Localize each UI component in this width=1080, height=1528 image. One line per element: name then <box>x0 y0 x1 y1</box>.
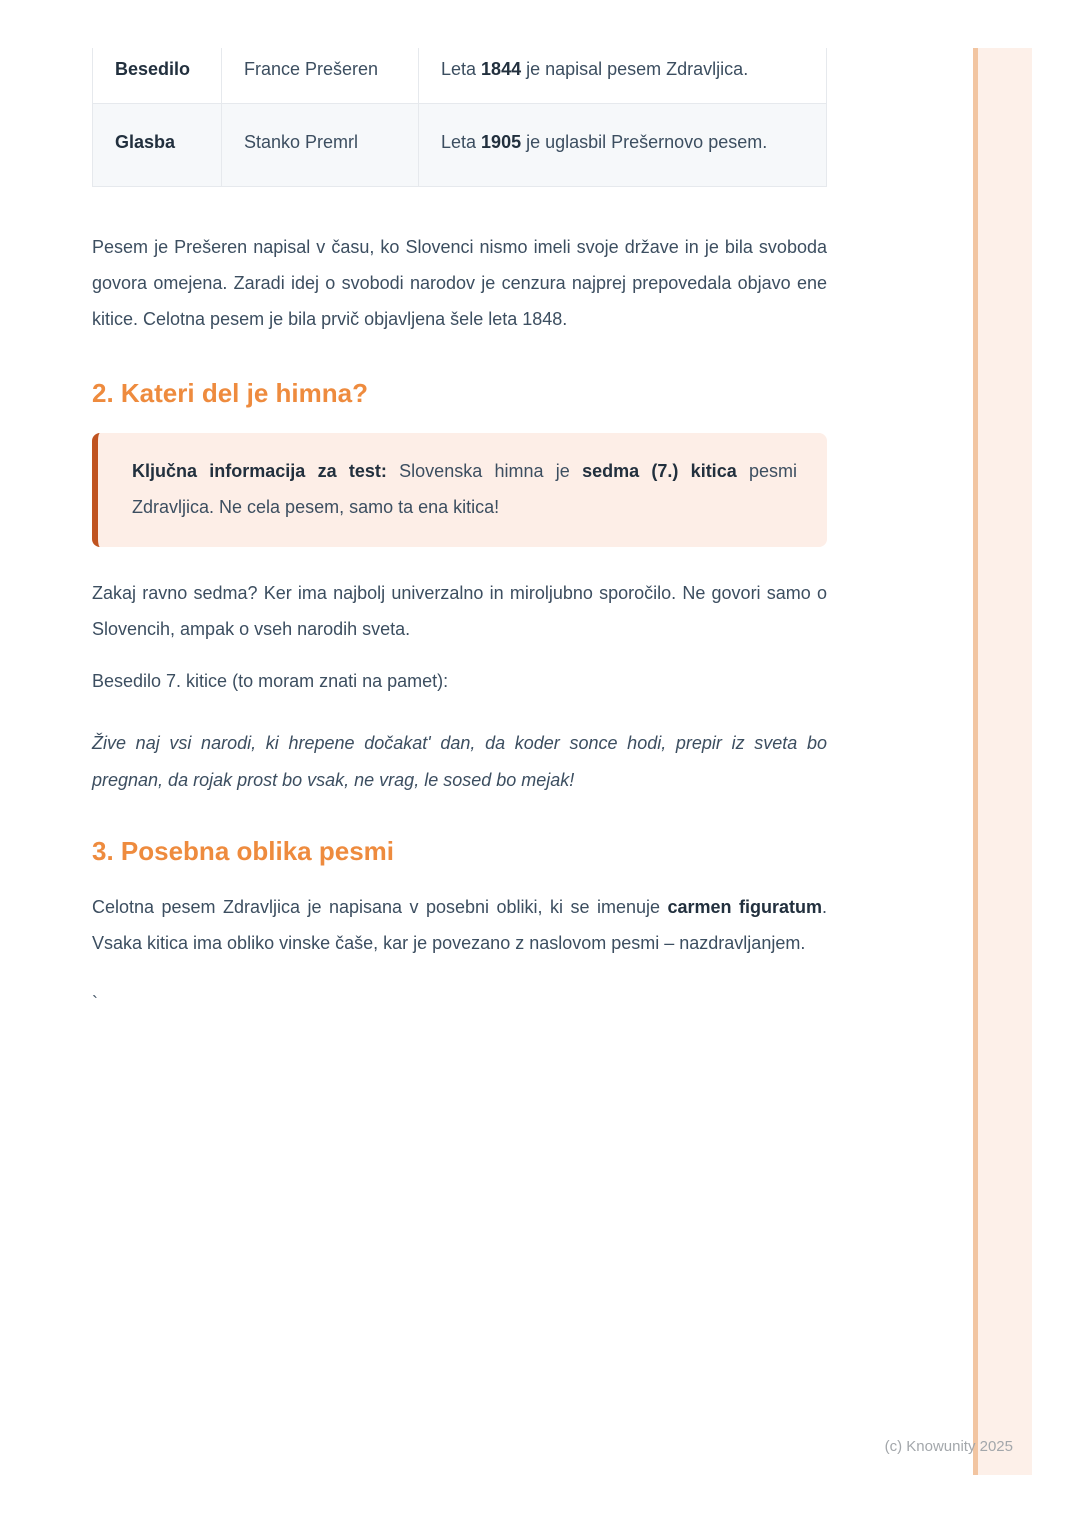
desc-text: Leta <box>441 132 482 152</box>
callout-text: pesmi Zdravljica. Ne cela pesem, samo ta ena kitica! <box>132 461 798 517</box>
intro-paragraph: Pesem je Prešeren napisal v času, ko Slovenci nismo imeli svoje države in je bila svoboda govora omejena. Zaradi idej o svobodi narodov je cenzura najprej prepovedala objavo ene kitice. Celotna pesem je bila prvič objavljena šele leta 1848. <box>92 237 827 329</box>
key-info-callout <box>92 433 827 547</box>
person-name: France Prešeren <box>244 59 379 79</box>
anthem-quote: Žive naj vsi narodi, ki hrepene dočakat' dan, da koder sonce hodi, prepir iz sveta bo pregnan, da rojak prost bo vsak, ne vrag, le sosed bo mejak! <box>92 733 827 790</box>
stray-backtick-char: ` <box>92 993 98 1013</box>
paragraph-text: . Vsaka kitica ima obliko vinske čaše, kar je povezano z naslovom pesmi – nazdravljanjem. <box>92 897 827 953</box>
table-cell-description <box>419 104 827 187</box>
table-row-besedilo <box>93 48 827 104</box>
carmen-figuratum-bold: carmen figuratum <box>667 897 822 917</box>
row-label: Glasba <box>115 132 176 152</box>
page-margin-stripe <box>973 48 1032 1475</box>
table-cell-label <box>93 104 222 187</box>
callout-mid-bold: sedma (7.) kitica <box>582 461 737 481</box>
table-cell-person <box>222 104 419 187</box>
desc-year: 1844 <box>481 59 522 79</box>
callout-lead-bold: Ključna informacija za test: <box>132 461 387 481</box>
table-row-glasba <box>93 104 827 187</box>
lyrics-lead-in: Besedilo 7. kitice (to moram znati na pamet): <box>92 671 449 691</box>
info-table <box>92 48 827 187</box>
section-heading-2: 2. Kateri del je himna? <box>92 378 368 408</box>
table-cell-person <box>222 48 419 104</box>
person-name: Stanko Premrl <box>244 132 359 152</box>
desc-year: 1905 <box>481 132 522 152</box>
carmen-figuratum-paragraph <box>92 889 827 961</box>
table-cell-description <box>419 48 827 104</box>
desc-text: je napisal pesem Zdravljica. <box>521 59 749 79</box>
copyright-footer: (c) Knowunity 2025 <box>884 1438 1013 1455</box>
callout-text: Slovenska himna je <box>386 461 583 481</box>
desc-text: je uglasbil Prešernovo pesem. <box>521 132 768 152</box>
content-area <box>92 48 827 1021</box>
section-heading-3: 3. Posebna oblika pesmi <box>92 836 394 866</box>
paragraph-text: Celotna pesem Zdravljica je napisana v posebni obliki, ki se imenuje <box>92 897 668 917</box>
desc-text: Leta <box>441 59 482 79</box>
row-label: Besedilo <box>115 59 191 79</box>
why-seventh-paragraph: Zakaj ravno sedma? Ker ima najbolj univerzalno in miroljubno sporočilo. Ne govori samo o Slovencih, ampak o vseh narodih sveta. <box>92 583 827 639</box>
table-cell-label <box>93 48 222 104</box>
